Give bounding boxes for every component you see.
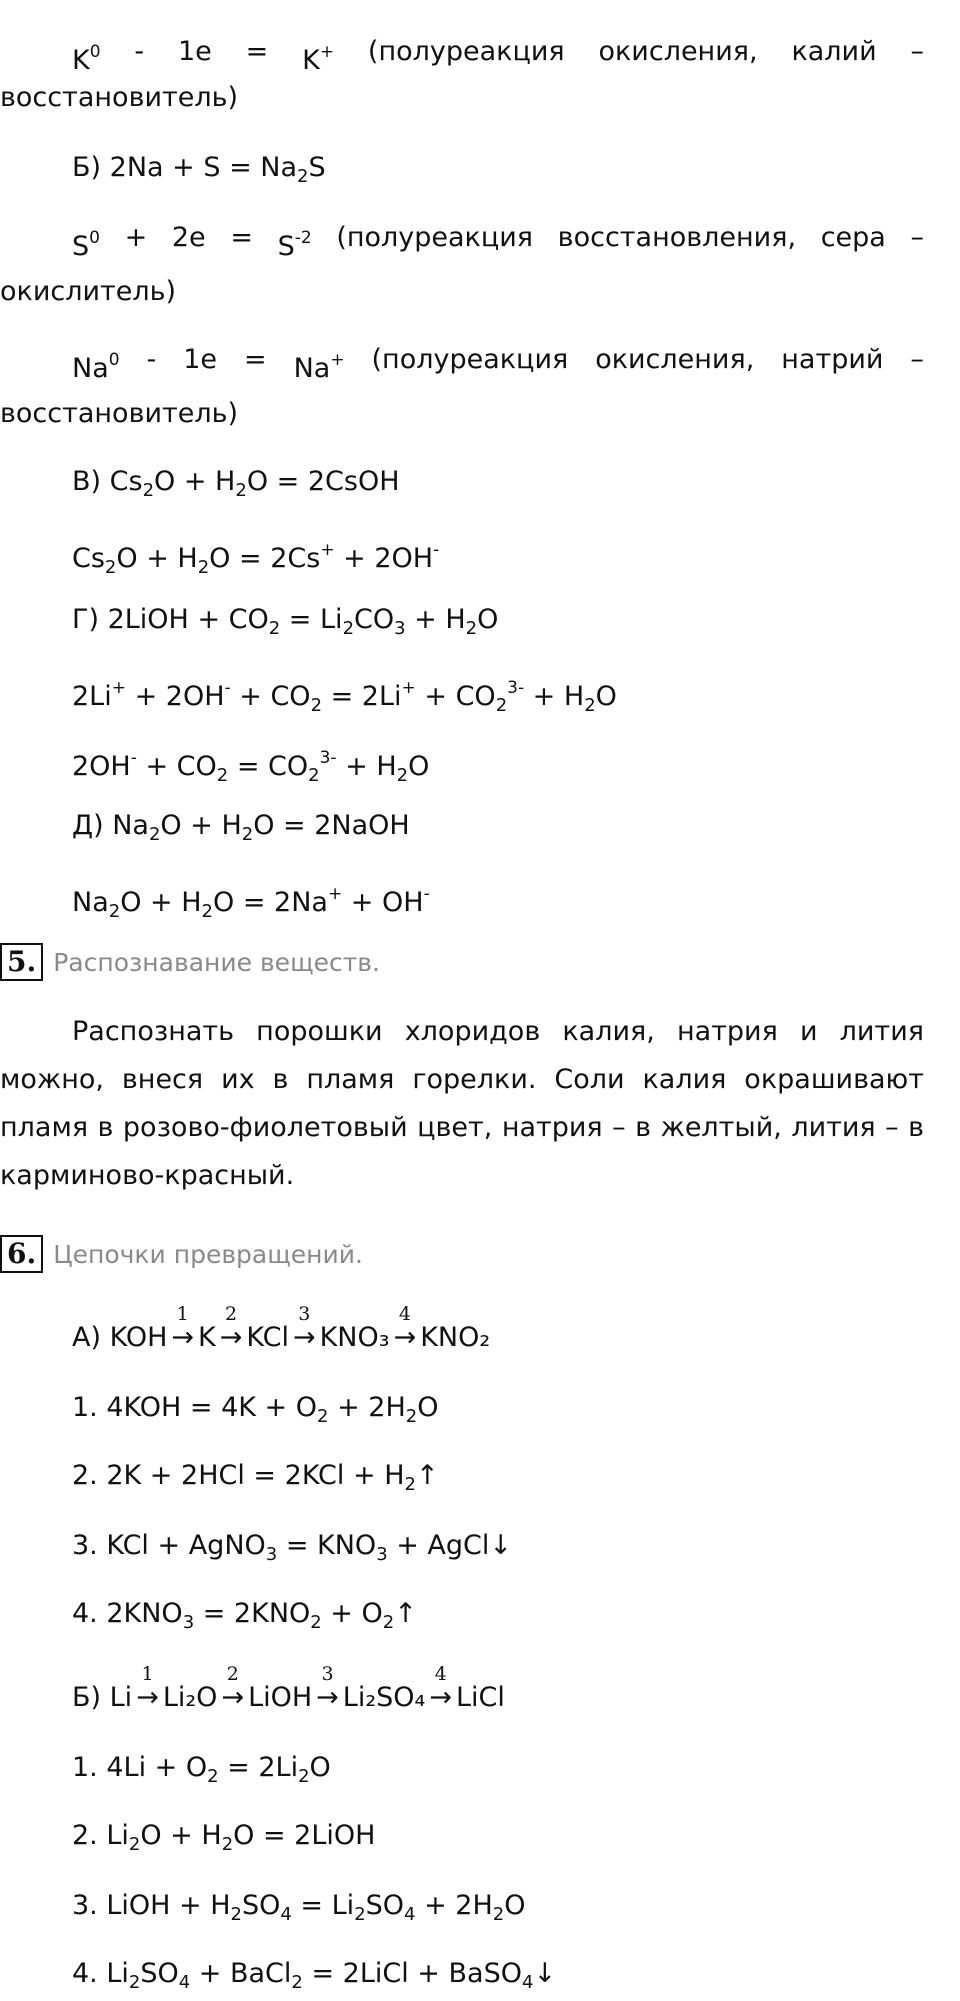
subscript: 2: [297, 166, 309, 187]
chain-prefix: А): [72, 1322, 110, 1353]
reaction-a1: [0, 1390, 960, 1435]
arrow-step-number: 4: [434, 1663, 447, 1685]
superscript: +: [401, 678, 416, 698]
equation-b: [0, 150, 960, 195]
formula-text: + 2OH: [334, 543, 434, 574]
section-number: 5.: [0, 943, 43, 981]
formula-text: В) Cs: [72, 466, 143, 497]
note-word: натрий: [781, 344, 884, 375]
arrow-step-number: 2: [225, 1303, 238, 1325]
formula-text: 3. KCl + AgNO: [72, 1530, 266, 1561]
equals-sign: =: [230, 222, 253, 253]
reaction-b4: [0, 1956, 960, 2001]
subscript: 3: [394, 618, 406, 639]
subscript: 2: [342, 618, 355, 639]
formula-text: + 2OH: [125, 681, 225, 712]
subscript: 3: [376, 1544, 388, 1565]
formula-text: + CO: [230, 681, 311, 712]
subscript: 2: [310, 1612, 322, 1633]
subscript: 2: [268, 618, 281, 639]
arrow-step-number: 3: [298, 1303, 311, 1325]
equals-sign: =: [243, 344, 267, 375]
equation-d: [0, 808, 960, 853]
formula-text: O + H: [154, 466, 236, 497]
superscript: +: [111, 678, 126, 698]
formula-text: 3. LiOH + H: [72, 1890, 231, 1921]
superscript: 3-: [319, 748, 337, 768]
chain-substance: KNO₂: [420, 1322, 491, 1353]
formula-text: 1. 4KOH = 4K + O: [72, 1392, 318, 1423]
k-ion-charge: +: [319, 42, 335, 62]
chain-arrow: → 4: [429, 1680, 452, 1716]
chain-arrow: → 2: [220, 1320, 243, 1356]
superscript: +: [320, 540, 335, 560]
subscript: 2: [142, 480, 155, 501]
superscript: 3-: [507, 678, 525, 698]
formula-text: = Li: [280, 604, 343, 635]
formula-text: O: [504, 1890, 526, 1921]
formula-text: O: [408, 751, 430, 782]
formula-text: ↓: [533, 1958, 557, 1989]
reaction-b1: [0, 1750, 960, 1795]
chain-substance: KNO₃: [319, 1322, 390, 1353]
reaction-b2: [0, 1818, 960, 1863]
formula-text: O + H: [116, 543, 198, 574]
note-word: (полуреакция: [371, 344, 569, 375]
formula-text: + 2H: [328, 1392, 406, 1423]
formula-text: = 2LiCl + BaSO: [302, 1958, 522, 1989]
formula-text: O: [477, 604, 499, 635]
subscript: 2: [298, 1766, 310, 1787]
chain-substance: LiCl: [456, 1682, 505, 1713]
superscript: -: [224, 678, 231, 698]
s-ion-charge: -2: [294, 228, 312, 248]
subscript: 2: [404, 1474, 416, 1495]
reaction-a4: [0, 1596, 960, 1641]
s-charge: 0: [89, 228, 100, 248]
minus-sign: -: [146, 344, 157, 375]
chain-arrow: → 2: [221, 1680, 244, 1716]
chain-substance: KCl: [246, 1322, 289, 1353]
superscript: -: [423, 884, 430, 904]
s-symbol: S: [72, 231, 90, 262]
electron-count: 1e: [183, 344, 218, 375]
na-charge: 0: [108, 350, 120, 370]
formula-text: = CO: [228, 751, 309, 782]
s-half-continuation: окислитель): [0, 276, 177, 307]
subscript: 2: [207, 1766, 219, 1787]
reaction-a3: [0, 1528, 960, 1573]
note-word: окисления,: [598, 36, 758, 67]
na-ion-charge: +: [330, 350, 345, 370]
s-ion: S: [277, 231, 295, 262]
formula-text: O = 2Cs: [209, 543, 321, 574]
formula-text: + BaCl: [190, 1958, 292, 1989]
formula-text: = KNO: [277, 1530, 377, 1561]
formula-text: 2OH: [72, 751, 131, 782]
chain-substance: LiOH: [248, 1682, 313, 1713]
subscript: 2: [492, 1904, 505, 1925]
subscript: 2: [354, 1904, 366, 1925]
subscript: 4: [280, 1904, 292, 1925]
subscript: 2: [308, 765, 320, 786]
na-half-reaction: [0, 342, 960, 387]
na-symbol: Na: [72, 353, 109, 384]
equation-g: [0, 602, 960, 647]
section-6-header: [0, 1232, 363, 1276]
s-half-reaction: [0, 220, 960, 265]
chain-substance: Li₂SO₄: [342, 1682, 426, 1713]
chain-prefix: Б): [72, 1682, 110, 1713]
subscript: 3: [265, 1544, 278, 1565]
arrow-step-number: 3: [321, 1663, 334, 1685]
dash: –: [910, 36, 924, 67]
dash: –: [910, 222, 924, 253]
formula-text: + CO: [136, 751, 217, 782]
note-word: окисления,: [595, 344, 755, 375]
formula-text: 4. 2KNO: [72, 1598, 183, 1629]
subscript: 2: [405, 1406, 418, 1427]
formula-text: O: [309, 1752, 331, 1783]
subscript: 2: [235, 480, 247, 501]
subscript: 3: [182, 1612, 195, 1633]
formula-text: 2. Li: [72, 1820, 129, 1851]
formula-text: + H: [336, 751, 397, 782]
formula-text: + OH: [342, 887, 424, 918]
superscript: -: [433, 540, 440, 560]
subscript: 2: [310, 695, 323, 716]
subscript: 4: [178, 1972, 191, 1993]
formula-text: O + H: [120, 887, 202, 918]
dash: –: [910, 344, 924, 375]
k-half-reaction: [0, 34, 960, 79]
formula-text: SO: [242, 1890, 281, 1921]
formula-text: 1. 4Li + O: [72, 1752, 208, 1783]
subscript: 2: [104, 557, 117, 578]
arrow-step-number: 1: [176, 1303, 189, 1325]
subscript: 2: [241, 824, 254, 845]
note-word: (полуреакция: [336, 222, 534, 253]
subscript: 2: [317, 1406, 329, 1427]
subscript: 2: [201, 901, 213, 922]
chain-b: [0, 1663, 960, 1716]
k-half-continuation: восстановитель): [0, 82, 239, 113]
equation-text: Б) 2Na + S = Na: [72, 152, 298, 183]
formula-text: Д) Na: [72, 810, 149, 841]
chain-substance: KOH: [109, 1322, 168, 1353]
electron-count: 1e: [177, 36, 212, 67]
plus-sign: +: [124, 222, 148, 253]
formula-text: + H: [524, 681, 585, 712]
formula-text: O + H: [140, 1820, 222, 1851]
subscript: 2: [382, 1612, 395, 1633]
minus-sign: -: [134, 36, 145, 67]
equation-text: S: [308, 152, 326, 183]
superscript: -: [130, 748, 137, 768]
formula-text: + H: [405, 604, 466, 635]
formula-text: + 2H: [415, 1890, 493, 1921]
formula-text: O: [595, 681, 617, 712]
subscript: 2: [108, 901, 121, 922]
equation-v: [0, 464, 960, 509]
reaction-b3: [0, 1888, 960, 1933]
formula-text: SO: [140, 1958, 179, 1989]
na-ion: Na: [293, 353, 331, 384]
formula-text: 4. Li: [72, 1958, 129, 1989]
reaction-a2: [0, 1458, 960, 1503]
formula-text: = 2KNO: [194, 1598, 311, 1629]
formula-text: = 2Li: [218, 1752, 299, 1783]
formula-text: O + H: [160, 810, 242, 841]
na-half-continuation: восстановитель): [0, 398, 239, 429]
section-title: Распознавание веществ.: [53, 947, 380, 977]
formula-text: O = 2Na: [213, 887, 328, 918]
chain-arrow: → 3: [316, 1680, 339, 1716]
section-number: 6.: [0, 1235, 43, 1273]
chain-arrow: → 4: [394, 1320, 417, 1356]
formula-text: SO: [365, 1890, 405, 1921]
chain-arrow: → 1: [171, 1320, 194, 1356]
subscript: 2: [230, 1904, 242, 1925]
equation-g-ionic-short: [0, 740, 960, 794]
formula-text: 2Li: [72, 681, 112, 712]
chain-substance: K: [198, 1322, 216, 1353]
note-word: калий: [791, 36, 877, 67]
equals-sign: =: [245, 36, 269, 67]
formula-text: + CO: [415, 681, 496, 712]
subscript: 2: [465, 618, 478, 639]
subscript: 2: [221, 1834, 234, 1855]
formula-text: CO: [354, 604, 395, 635]
equation-d-ionic: [0, 876, 960, 930]
section-5-paragraph: Распознать порошки хлоридов калия, натрия и лития можно, внеся их в пламя горелки. Соли калия окрашивают пламя в розово-фиолетовый цвет, натрия – в желтый, лития – в карминово-красный.: [0, 1016, 924, 1191]
equation-v-ionic: [0, 532, 960, 586]
formula-text: = Li: [291, 1890, 355, 1921]
k-symbol: K: [72, 45, 90, 76]
formula-text: ↑: [394, 1598, 417, 1629]
chain-arrow: → 3: [293, 1320, 316, 1356]
subscript: 2: [197, 557, 210, 578]
formula-text: O = 2NaOH: [253, 810, 410, 841]
subscript: 2: [128, 1972, 141, 1993]
section-5-header: [0, 940, 380, 984]
chain-substance: Li₂O: [162, 1682, 218, 1713]
arrow-step-number: 2: [226, 1663, 239, 1685]
formula-text: ↑: [415, 1460, 439, 1491]
note-word: сера: [820, 222, 886, 253]
formula-text: + O: [321, 1598, 383, 1629]
k-ion: K: [302, 45, 320, 76]
note-word: восстановления,: [557, 222, 797, 253]
formula-text: = 2Li: [322, 681, 402, 712]
formula-text: O = 2CsOH: [246, 466, 400, 497]
section-title: Цепочки превращений.: [53, 1239, 363, 1269]
formula-text: + AgCl↓: [387, 1530, 513, 1561]
formula-text: Г) 2LiOH + CO: [72, 604, 269, 635]
chain-a: [0, 1303, 960, 1356]
subscript: 4: [521, 1972, 534, 1993]
subscript: 2: [291, 1972, 303, 1993]
chain-substance: Li: [109, 1682, 133, 1713]
subscript: 2: [495, 695, 508, 716]
subscript: 4: [404, 1904, 416, 1925]
arrow-step-number: 4: [398, 1303, 411, 1325]
subscript: 2: [148, 824, 161, 845]
note-word: (полуреакция: [367, 36, 565, 67]
arrow-step-number: 1: [141, 1663, 154, 1685]
subscript: 2: [584, 695, 596, 716]
equation-g-ionic-full: [0, 670, 960, 724]
formula-text: 2. 2K + 2HCl = 2KCl + H: [72, 1460, 405, 1491]
formula-text: Na: [72, 887, 109, 918]
k-charge: 0: [89, 42, 101, 62]
subscript: 2: [216, 765, 229, 786]
formula-text: O: [417, 1392, 439, 1423]
subscript: 2: [128, 1834, 141, 1855]
superscript: +: [327, 884, 343, 904]
formula-text: Cs: [72, 543, 105, 574]
subscript: 2: [396, 765, 409, 786]
formula-text: O = 2LiOH: [233, 1820, 376, 1851]
chain-arrow: → 1: [136, 1680, 159, 1716]
electron-count: 2e: [171, 222, 206, 253]
